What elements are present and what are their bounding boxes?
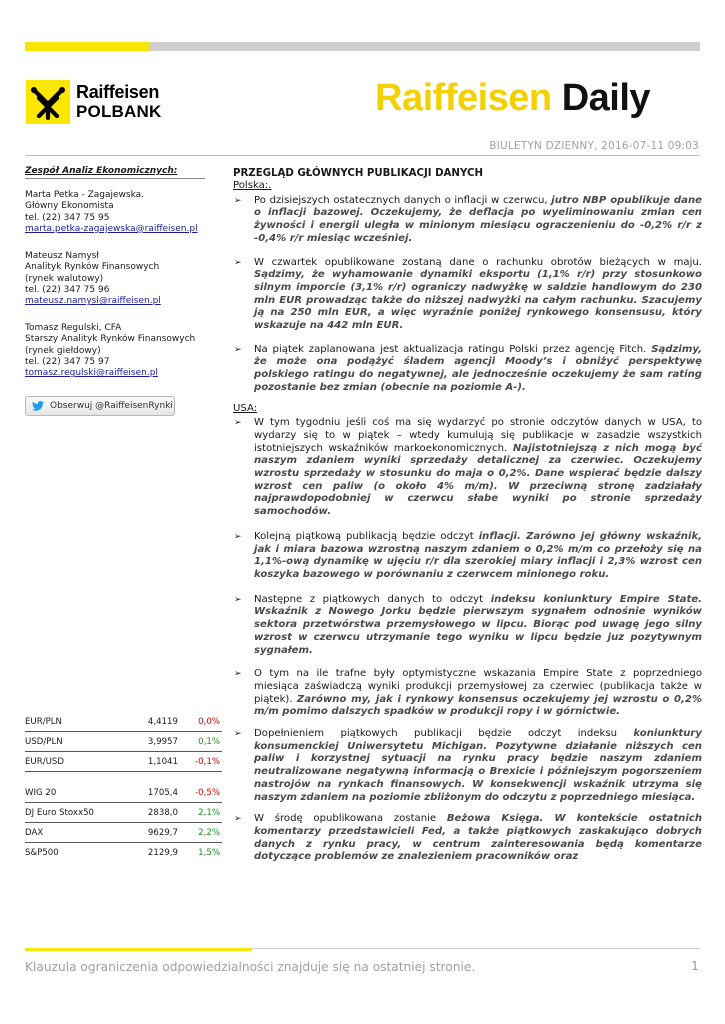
arrow-bullet-icon: ➢ [234,814,242,825]
index-change: 2,1% [198,808,220,818]
contact-role: Analityk Rynków Finansowych [25,262,160,273]
arrow-bullet-icon: ➢ [234,344,242,355]
index-name: S&P500 [25,848,59,858]
table-row [25,783,222,803]
table-row [25,752,222,772]
fx-change: -0,1% [195,757,220,767]
contact-name: Tomasz Regulski, CFA [25,323,122,333]
contact-email-link[interactable]: tomasz.regulski@raiffeisen.pl [25,368,158,379]
brand-word-daily: Daily [561,77,651,119]
fx-pair: EUR/USD [25,757,64,767]
item-commentary: Zarówno my, jak i rynkowy konsensus oczekujemy jej wzrostu o 0,2% m/m pomimo dalszych spadków w produkcji ropy i w górnictwie. [254,693,703,718]
table-row [25,712,222,732]
table-row [25,823,222,843]
list-item [233,668,702,719]
footer-yellow-bar [25,948,252,951]
footer-disclaimer: Klauzula ograniczenia odpowiedzialności znajduje się na ostatniej stronie. [25,960,476,974]
contact-name: Mateusz Namysł [25,251,99,261]
item-text: Kolejną piątkową publikacją będzie odczyt [254,530,479,542]
item-text: Po dzisiejszych ostatecznych danych o inflacji w czerwcu, [254,194,552,206]
arrow-bullet-icon: ➢ [234,729,242,740]
twitter-bird-icon [32,401,44,411]
arrow-bullet-icon: ➢ [234,195,242,206]
arrow-bullet-icon: ➢ [234,594,242,605]
list-item [233,257,702,333]
item-text: Następne z piątkowych danych to odczyt [254,593,491,605]
top-yellow-bar [25,42,149,51]
index-value: 2838,0 [147,808,178,818]
index-name: WIG 20 [25,788,57,798]
list-item [233,728,702,804]
item-commentary: Najistotniejszą z nich mogą być naszym zdaniem wyniki sprzedaży detalicznej za czerwiec. Oczekujemy wzrostu sprzedaży w stosunku do maja o 0,2%. Dane wspierać będzie dalszy wzrost cen paliw (o około 4% m/m). W przeciwną stronę zadziałały najprawdopodobniej w czerwcu słabe wyniki po stronie sprzedaży samochodów. [254,442,702,518]
fx-value: 3,9957 [147,737,178,747]
item-commentary: koniunktury konsumenckiej Uniwersytetu Michigan. Pozytywne działanie niższych cen paliw i korzystnej sytuacji na rynku pracy będzie naszym zdaniem neutralizowane negatywną informacją o Brexicie i późniejszym pogorszeniem nastrojów na rynkach finansowych. W konsekwencji wskaźnik utrzyma się naszym zdaniem na poziomie zbliżonym do odczytu z poprzedniego miesiąca. [254,728,702,803]
page-number: 1 [691,958,699,973]
contact-email-link[interactable]: mateusz.namysl@raiffeisen.pl [25,296,161,307]
index-value: 1705,4 [147,788,178,798]
item-text: Na piątek zaplanowana jest aktualizacja ratingu Polski przez agencję Fitch. [254,343,652,355]
arrow-bullet-icon: ➢ [234,669,242,680]
contact-name: Marta Petka - Zagajewska. [25,190,145,200]
table-row [25,732,222,752]
arrow-bullet-icon: ➢ [234,531,242,542]
table-row [25,803,222,823]
index-value: 2129,9 [147,848,178,858]
list-item [233,531,702,582]
region-heading-usa: USA: [233,402,258,414]
index-name: DJ Euro Stoxx50 [25,808,95,818]
contact-role: Starszy Analityk Rynków Finansowych [25,334,196,345]
list-item [233,594,702,658]
stock-indices-table [25,783,222,863]
item-commentary: Sądzimy, że wyhamowanie dynamiki eksportu (1,1% r/r) przy stosunkowo silnym imporcie (3,1% r/r) ograniczy nadwyżkę w saldzie handlowym do 230 mln EUR prowadząc także do niższej nadwyżki na całym rachunku. Szacujemy ją na 250 mln EUR, a więc wyraźnie poniżej rynkowego konsensusu, który wskazuje na 442 mln EUR. [254,269,702,332]
item-text: W czwartek opublikowane zostaną dane o rachunku obrotów bieżących w maju. [254,256,702,268]
logo-line-2: POLBANK [76,102,162,121]
list-item [233,417,702,519]
logo-line-1: Raiffeisen [76,82,160,102]
contact-card [25,190,215,235]
item-text: Dopełnieniem piątkowych publikacji będzie odczyt indeksu [254,728,634,740]
contact-phone: tel. (22) 347 75 97 [25,356,110,367]
contact-phone: tel. (22) 347 75 95 [25,212,110,223]
index-name: DAX [25,828,44,838]
raiffeisen-polbank-logo [26,80,191,124]
index-value: 9629,7 [147,828,178,838]
twitter-follow-label: Obserwuj @RaiffeisenRynki [50,401,173,411]
contact-market: (rynek walutowy) [25,273,104,284]
team-heading: Zespół Analiz Ekonomicznych: [25,166,178,176]
contact-card [25,251,215,307]
list-item [233,813,702,864]
raiffeisen-daily-title [375,74,650,122]
contact-role: Główny Ekonomista [25,201,114,212]
table-row [25,843,222,863]
footer-gray-rule [252,948,700,949]
raiffeisen-gable-cross-icon [26,80,70,124]
fx-pair: EUR/PLN [25,717,62,727]
main-content [233,167,702,864]
fx-rates-table [25,712,222,772]
fx-value: 1,1041 [147,757,178,767]
fx-change: 0,1% [198,737,220,747]
item-commentary: indeksu koniunktury Empire State. Wskaźnik z Nowego Jorku będzie pierwszym sygnałem odnośnie wyników sektora przetwórstwa przemysłowego w lipcu. Biorąc pod uwagę jego silny wzrost w czerwcu utrzymanie tego wyniku w lipcu będzie juz pozytywnym sygnałem. [254,593,702,656]
section-title: PRZEGLĄD GŁÓWNYCH PUBLIKACJI DANYCH [233,168,483,179]
arrow-bullet-icon: ➢ [234,257,242,268]
item-text: W tym tygodniu jeśli coś ma się wydarzyć po stronie odczytów danych w USA, to wydarzy się to w piątek – wtedy kumulują się publikacje w zasadzie wszystkich istotniejszych wskaźników markoekonomicznych. [254,417,702,454]
contact-card [25,323,215,379]
header-divider [25,155,700,156]
team-divider [25,178,205,179]
fx-pair: USD/PLN [25,737,63,747]
list-item [233,195,702,246]
item-commentary: jutro NBP opublikuje dane o inflacji bazowej. Oczekujemy, że deflacja po wyeliminowaniu zmian cen żywności i energii uległa w minionym miesiącu ograczenieniu do -0,2% r/r z -0,4% r/r miesiąc wcześniej. [254,194,702,244]
fx-change: 0,0% [198,717,220,727]
item-commentary: inflacji. Zarówno jej główny wskaźnik, jak i miara bazowa wzrostną naszym zdaniem o 0,2% m/m co przełoży się na 1,1%-ową dynamikę w ujęciu r/r dla szerokiej miary inflacji i 2,3% wzrost cen koszyka bazowego w porównaniu z czerwcem minionego roku. [254,530,702,580]
fx-value: 4,4119 [147,717,178,727]
contact-email-link[interactable]: marta.petka-zagajewska@raiffeisen.pl [25,223,198,234]
item-text: O tym na ile trafne były optymistyczne wskazania Empire State z poprzedniego miesiąca zaświadczą wyniki produkcji przemysłowej za czerwiec (publikacja także w piątek). [254,668,702,705]
bulletin-date: BIULETYN DZIENNY, 2016-07-11 09:03 [489,140,699,152]
index-change: 1,5% [198,848,220,858]
item-commentary: Sądzimy, że może ona podążyć śladem agencji Moody’s i obniżyć perspektywę polskiego ratingu do negatywnej, ale jednocześnie oczekujemy że sam rating pozostanie bez zmian (obecnie na poziomie A-). [254,343,702,393]
arrow-bullet-icon: ➢ [234,418,242,429]
logo-wordmark [76,83,161,121]
index-change: -0,5% [195,788,220,798]
contact-phone: tel. (22) 347 75 96 [25,284,110,295]
contact-market: (rynek giełdowy) [25,345,101,356]
twitter-follow-button[interactable] [25,396,175,416]
list-item [233,344,702,395]
brand-word-raiffeisen: Raiffeisen [375,77,552,119]
item-text: W środę opublikowana zostanie [254,813,447,825]
item-commentary: Beżowa Księga. W kontekście ostatnich komentarzy przedstawicieli Fed, a także piątkowych zaskakująco dobrych danych z rynku pracy, w centrum zainteresowania będą komentarze dotyczące problemów ze znalezieniem pracowników oraz [254,813,702,863]
index-change: 2,2% [198,828,220,838]
region-heading-poland: Polska:. [233,180,272,191]
